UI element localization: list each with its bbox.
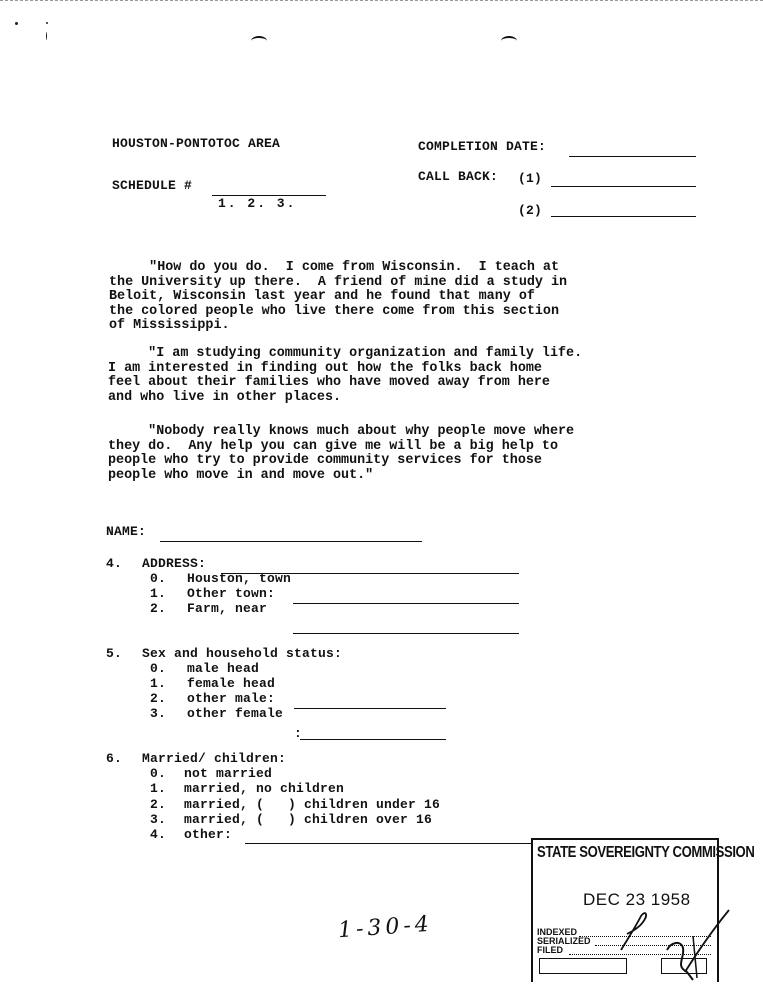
completion-date-label: COMPLETION DATE: bbox=[418, 139, 547, 154]
stamp-box-left bbox=[539, 958, 627, 974]
q5-option-code: 1. bbox=[150, 676, 167, 691]
schedule-label: SCHEDULE # bbox=[112, 178, 193, 193]
other-female-field[interactable] bbox=[300, 739, 446, 740]
q6-option-children-under-16[interactable]: married, ( ) children under 16 bbox=[184, 797, 441, 812]
q5-option-other-female[interactable]: other female bbox=[187, 706, 284, 721]
q6-option-code: 1. bbox=[150, 781, 167, 796]
stamp-title: STATE SOVEREIGNTY COMMISSION bbox=[537, 844, 755, 861]
call-back-1-field[interactable] bbox=[551, 186, 696, 187]
q5-option-male-head[interactable]: male head bbox=[187, 661, 260, 676]
staple-mark-left bbox=[251, 36, 267, 46]
q6-option-code: 0. bbox=[150, 766, 167, 781]
other-male-field[interactable] bbox=[294, 708, 446, 709]
call-back-2-field[interactable] bbox=[551, 216, 696, 217]
q4-option-code: 0. bbox=[150, 571, 167, 586]
stamp-label-serialized: SERIALIZED bbox=[537, 936, 591, 946]
stamp-label-indexed: INDEXED bbox=[537, 927, 578, 937]
signature-initial-icon bbox=[613, 910, 653, 954]
q6-option-married-no-children[interactable]: married, no children bbox=[184, 781, 345, 796]
farm-near-field[interactable] bbox=[293, 633, 519, 634]
name-field[interactable] bbox=[160, 541, 422, 542]
q4-option-code: 1. bbox=[150, 586, 167, 601]
q4-number: 4. bbox=[106, 556, 123, 571]
q4-option-code: 2. bbox=[150, 601, 167, 616]
area-title: HOUSTON-PONTOTOC AREA bbox=[112, 136, 281, 151]
q5-option-code: 3. bbox=[150, 706, 167, 721]
intro-paragraph-2: "I am studying community organization and family life. I am interested in finding out how the folks back home feel about their families who have moved away from here and who live in other places. bbox=[108, 346, 583, 405]
q4-label: ADDRESS: bbox=[142, 556, 207, 571]
scan-speck bbox=[15, 22, 18, 25]
scan-speck bbox=[46, 22, 48, 24]
other-town-field[interactable] bbox=[293, 603, 519, 604]
q5-option-code: 0. bbox=[150, 661, 167, 676]
q6-number: 6. bbox=[106, 751, 123, 766]
intro-paragraph-3: "Nobody really knows much about why people move where they do. Any help you can give me will be a big help to people who try to provide community services for those people who move in and move out." bbox=[108, 424, 575, 483]
q6-option-code: 4. bbox=[150, 827, 167, 842]
q4-option-other-town[interactable]: Other town: bbox=[187, 586, 276, 601]
q5-label: Sex and household status: bbox=[142, 646, 343, 661]
q4-option-farm-near[interactable]: Farm, near bbox=[187, 601, 268, 616]
schedule-options: 1. 2. 3. bbox=[218, 196, 297, 211]
completion-date-field[interactable] bbox=[569, 156, 696, 157]
q6-option-not-married[interactable]: not married bbox=[184, 766, 273, 781]
handwritten-file-number: 1-30-4 bbox=[337, 911, 434, 944]
other-field[interactable] bbox=[245, 843, 533, 844]
call-back-2-label: (2) bbox=[518, 203, 543, 218]
stamp-date: DEC 23 1958 bbox=[583, 890, 691, 909]
name-label: NAME: bbox=[106, 524, 147, 539]
q5-option-female-head[interactable]: female head bbox=[187, 676, 276, 691]
intro-paragraph-1: "How do you do. I come from Wisconsin. I teach at the University up there. A friend of mine did a study in Beloit, Wisconsin last year and he found that many of the colored people who live there come from this section of Mississippi. bbox=[109, 260, 568, 333]
staple-mark-right bbox=[501, 36, 517, 46]
page-edge bbox=[0, 0, 763, 1]
call-back-1-label: (1) bbox=[518, 171, 543, 186]
stamp-connector-line bbox=[500, 843, 533, 844]
call-back-label: CALL BACK: bbox=[418, 169, 499, 184]
commission-stamp bbox=[531, 838, 755, 982]
q6-option-code: 2. bbox=[150, 797, 167, 812]
stamp-label-filed: FILED bbox=[537, 945, 563, 955]
q6-label: Married/ children: bbox=[142, 751, 287, 766]
q6-option-children-over-16[interactable]: married, ( ) children over 16 bbox=[184, 812, 433, 827]
q4-option-houston-town[interactable]: Houston, town bbox=[187, 571, 292, 586]
signature-check-icon bbox=[663, 906, 733, 982]
other-female-colon: : bbox=[294, 726, 303, 741]
q5-option-code: 2. bbox=[150, 691, 167, 706]
q5-number: 5. bbox=[106, 646, 123, 661]
q5-option-other-male[interactable]: other male: bbox=[187, 691, 276, 706]
q6-option-other[interactable]: other: bbox=[184, 827, 233, 842]
scan-speck bbox=[46, 32, 47, 40]
q6-option-code: 3. bbox=[150, 812, 167, 827]
